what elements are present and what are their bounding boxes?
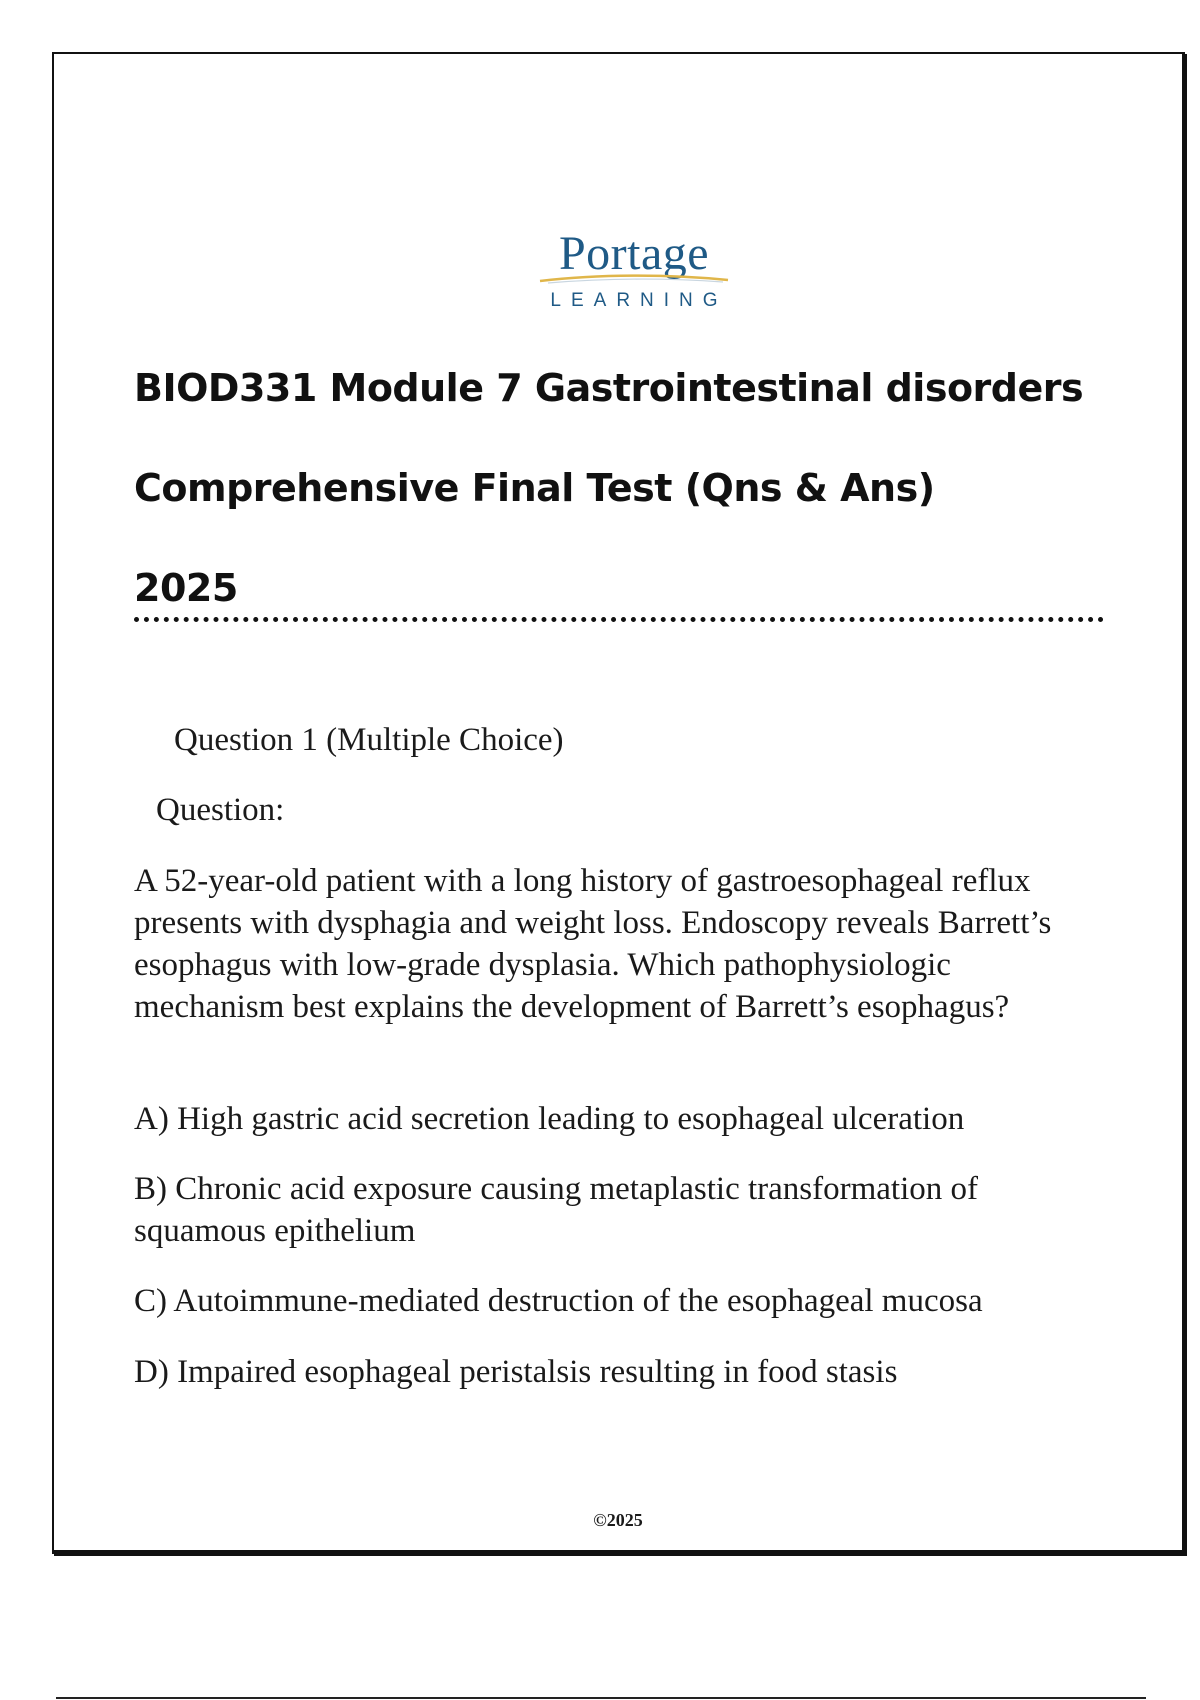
answer-option-b: B) Chronic acid exposure causing metaplastic transformation of squamous epithelium <box>134 1171 978 1249</box>
question-heading: Question 1 (Multiple Choice) <box>174 722 564 758</box>
page-bottom-rule <box>56 1697 1146 1699</box>
answer-option-a: A) High gastric acid secretion leading to esophageal ulceration <box>134 1101 965 1137</box>
logo-wordmark: Portage <box>558 227 710 280</box>
logo-swoosh-icon <box>538 272 730 286</box>
question-text: A 52-year-old patient with a long history of gastroesophageal reflux presents with dysphagia and weight loss. Endoscopy reveals Barrett’s esophagus with low-grade dysplasia. Which pathophysiologic mechanism best explains the development of Barrett’s esophagus? <box>134 863 1052 1025</box>
answer-option-d: D) Impaired esophageal peristalsis resulting in food stasis <box>134 1354 898 1390</box>
copyright-notice: ©2025 <box>593 1510 643 1530</box>
dotted-divider <box>134 617 1104 622</box>
answer-option-c: C) Autoimmune-mediated destruction of the esophageal mucosa <box>134 1283 983 1319</box>
logo-subtitle: LEARNING <box>550 290 728 311</box>
portage-learning-logo <box>534 228 734 318</box>
question-label: Question: <box>156 792 285 828</box>
document-title-line-2: Comprehensive Final Test (Qns & Ans) <box>134 466 935 510</box>
document-title-line-1: BIOD331 Module 7 Gastrointestinal disorders <box>134 366 1084 410</box>
document-title-year: 2025 <box>134 566 238 610</box>
